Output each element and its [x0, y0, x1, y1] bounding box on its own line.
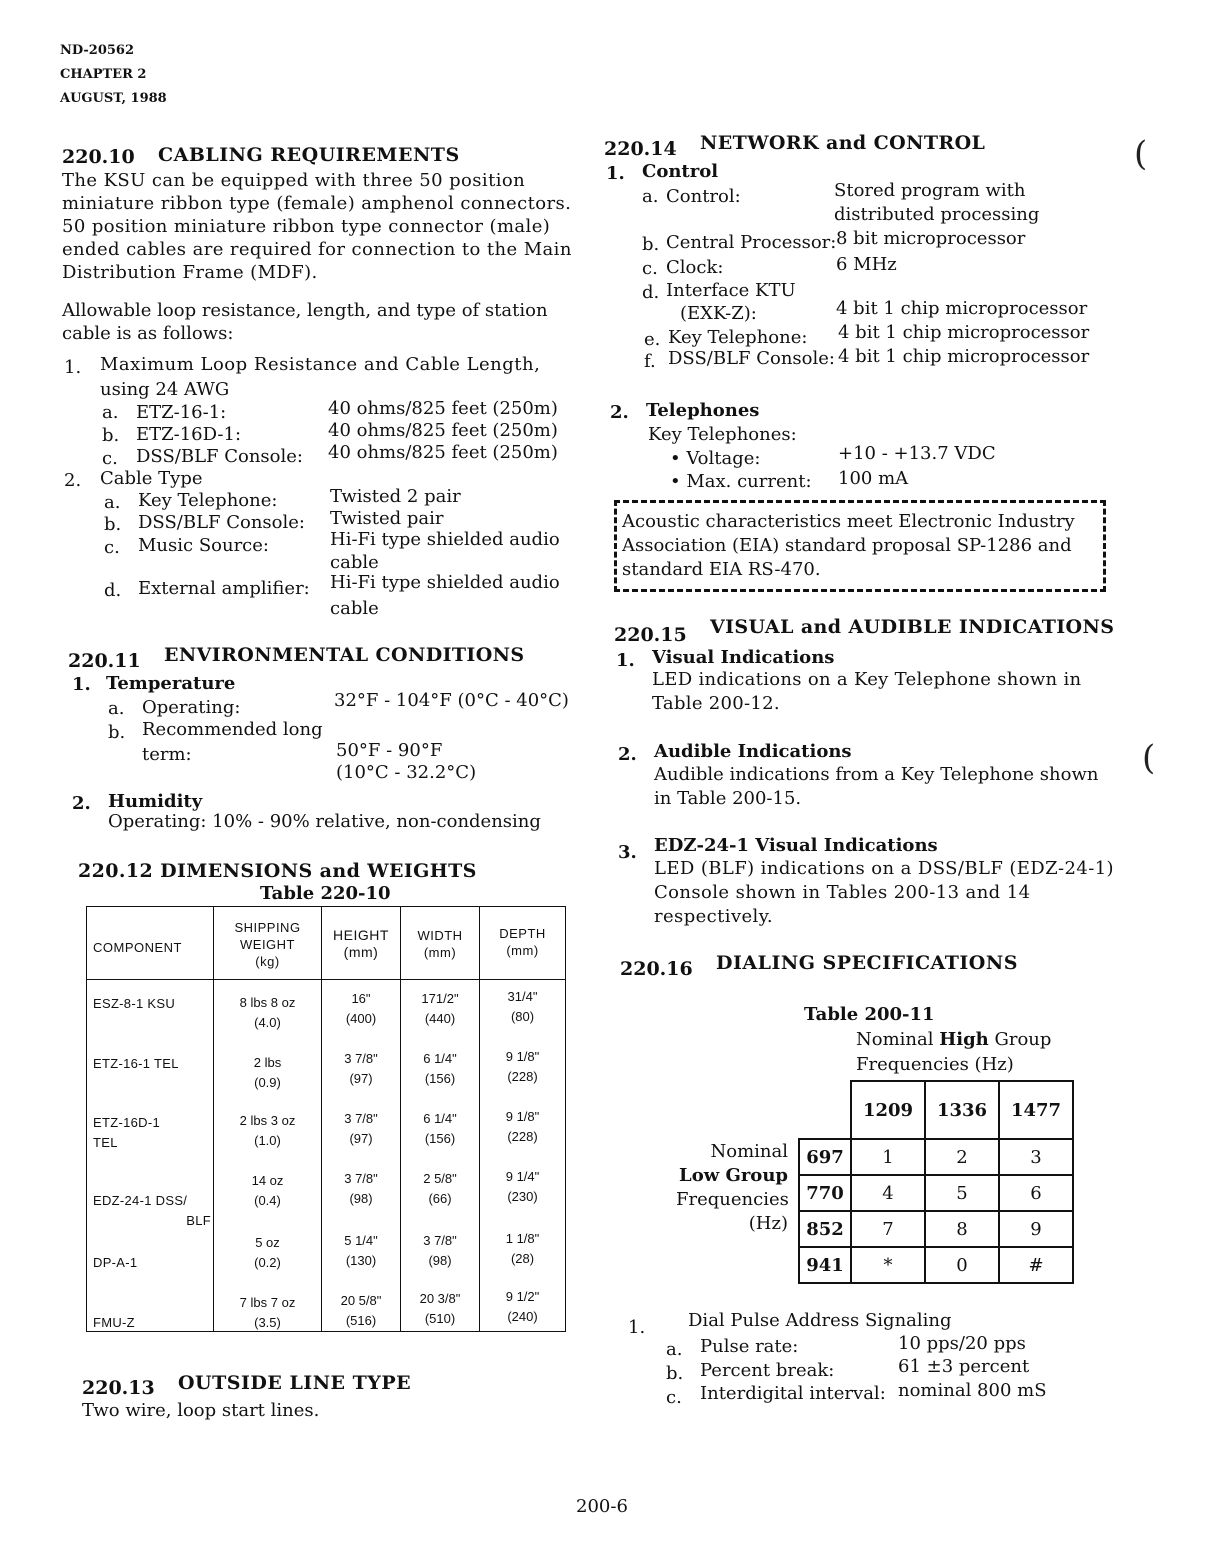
sub-value: Stored program with — [834, 180, 1026, 201]
para-line: respectively. — [654, 906, 774, 927]
cell-line: BLF — [186, 1213, 211, 1228]
list-number: 2. — [610, 402, 629, 423]
low-frequency-cell: 697 — [798, 1138, 852, 1176]
table-cell-depth — [480, 1047, 565, 1087]
cell-line: (400) — [345, 1011, 377, 1026]
section-220-15-title: VISUAL and AUDIBLE INDICATIONS — [710, 616, 1115, 638]
cell-line: (98) — [428, 1253, 452, 1268]
sub-name: ETZ-16D-1: — [136, 424, 242, 445]
cell-line: EDZ-24-1 DSS/ — [93, 1193, 188, 1208]
list-number: 2. — [72, 793, 91, 814]
table-cell-weight — [214, 1111, 321, 1151]
sub-letter: d. — [104, 580, 122, 601]
label-part: Group — [988, 1029, 1052, 1050]
cell-line: 9 1/4" — [505, 1169, 540, 1184]
humidity-text: Operating: 10% - 90% relative, non-condensing — [108, 811, 541, 832]
sub-value: 61 ±3 percent — [898, 1356, 1030, 1377]
header-line: (kg) — [255, 954, 280, 969]
sub-name: DSS/BLF Console: — [136, 446, 303, 467]
sub-letter: a. — [104, 492, 121, 513]
table-cell-component: FMU-Z — [93, 1315, 135, 1330]
table-cell-weight — [214, 1233, 321, 1273]
para-line: miniature ribbon type (female) amphenol connectors. — [62, 193, 572, 214]
table-cell-depth — [480, 1167, 565, 1207]
cell-line: (156) — [424, 1071, 456, 1086]
cell-line: (0.4) — [254, 1193, 281, 1208]
audible-indications-heading: Audible Indications — [654, 741, 852, 762]
sub-name: Key Telephone: — [668, 327, 808, 348]
sub-value: 4 bit 1 chip microprocessor — [836, 298, 1088, 319]
telephones-heading: Telephones — [646, 400, 760, 421]
header-weight — [214, 919, 321, 970]
para-line: LED indications on a Key Telephone shown in — [652, 669, 1082, 690]
edz-indications-heading: EDZ-24-1 Visual Indications — [654, 835, 938, 856]
cell-line: ETZ-16D-1 — [93, 1115, 160, 1130]
table-cell-height — [322, 1169, 400, 1209]
para-line: ended cables are required for connection to the Main — [62, 239, 572, 260]
note-line: Acoustic characteristics meet Electronic Industry — [622, 511, 1075, 532]
outside-line-text: Two wire, loop start lines. — [82, 1400, 320, 1421]
sub-name: ETZ-16-1: — [136, 402, 227, 423]
dial-key-cell: 5 — [924, 1174, 1000, 1212]
table-cell-width — [401, 1169, 479, 1209]
cell-line: 6 1/4" — [423, 1111, 457, 1126]
para-line: LED (BLF) indications on a DSS/BLF (EDZ-24-1) — [654, 858, 1114, 879]
sub-value: 32°F - 104°F (0°C - 40°C) — [334, 690, 569, 711]
header-component: COMPONENT — [93, 940, 182, 955]
section-220-14-title: NETWORK and CONTROL — [700, 132, 986, 154]
humidity-heading: Humidity — [108, 791, 203, 812]
sub-value: 4 bit 1 chip microprocessor — [838, 322, 1090, 343]
section-220-11-title: ENVIRONMENTAL CONDITIONS — [164, 644, 525, 666]
dial-pulse-heading: Dial Pulse Address Signaling — [688, 1310, 952, 1331]
sub-value: 8 bit microprocessor — [836, 228, 1026, 249]
table-cell-component: ETZ-16-1 TEL — [93, 1056, 179, 1071]
header-line: (mm) — [506, 943, 539, 958]
dial-key-cell: 4 — [850, 1174, 926, 1212]
voltage-value: +10 - +13.7 VDC — [838, 443, 996, 464]
audible-indications-text — [654, 763, 1098, 811]
dial-key-cell: # — [998, 1246, 1074, 1284]
sub-value: Twisted pair — [330, 508, 444, 529]
section-220-13-title: OUTSIDE LINE TYPE — [178, 1372, 412, 1394]
sub-letter: c. — [104, 537, 120, 558]
dial-key-cell: 6 — [998, 1174, 1074, 1212]
high-group-label — [856, 1029, 1051, 1050]
section-220-11-number: 220.11 — [68, 650, 141, 672]
dial-key-cell: 8 — [924, 1210, 1000, 1248]
sub-letter: b. — [108, 722, 126, 743]
table-cell-width — [401, 1049, 479, 1089]
cell-line: 20 5/8" — [340, 1293, 382, 1308]
sub-value: 4 bit 1 chip microprocessor — [838, 346, 1090, 367]
dial-key-cell: 3 — [998, 1138, 1074, 1176]
cell-line: (66) — [428, 1191, 452, 1206]
cell-line: (228) — [507, 1129, 538, 1144]
sub-value: 6 MHz — [836, 254, 897, 275]
low-frequency-cell: 941 — [798, 1246, 852, 1284]
page-number: 200-6 — [576, 1496, 628, 1517]
table-220-10-title: Table 220-10 — [260, 883, 391, 904]
sub-value-cont: (10°C - 32.2°C) — [336, 762, 477, 783]
table-cell-component — [93, 1113, 160, 1153]
key-telephones-label: Key Telephones: — [648, 424, 797, 445]
cell-line: (97) — [349, 1071, 373, 1086]
dial-key-cell: * — [850, 1246, 926, 1284]
current-value: 100 mA — [838, 468, 909, 489]
cell-line: 31/4" — [507, 989, 538, 1004]
table-cell-component: ESZ-8-1 KSU — [93, 996, 176, 1011]
header-line: WEIGHT — [240, 937, 295, 952]
table-cell-width — [401, 1231, 479, 1271]
section-220-10-number: 220.10 — [62, 146, 135, 168]
low-group-label — [676, 1140, 788, 1236]
cell-line: 7 lbs 7 oz — [239, 1295, 296, 1310]
sub-name: Percent break: — [700, 1360, 835, 1381]
list-number: 1. — [628, 1317, 646, 1338]
table-cell-width — [401, 989, 479, 1029]
sub-name: Key Telephone: — [138, 490, 278, 511]
cell-line: 5 1/4" — [344, 1233, 378, 1248]
section-220-16-number: 220.16 — [620, 958, 693, 980]
sub-value: Hi-Fi type shielded audio — [330, 529, 560, 550]
high-frequency-cell: 1477 — [998, 1080, 1074, 1140]
list-text: Cable Type — [100, 468, 203, 489]
sub-name: Music Source: — [138, 535, 269, 556]
list-number: 2. — [618, 744, 637, 765]
sub-value: Hi-Fi type shielded audio — [330, 572, 560, 593]
cell-line: (130) — [345, 1253, 377, 1268]
dial-key-cell: 9 — [998, 1210, 1074, 1248]
cell-line: 3 7/8" — [344, 1051, 378, 1066]
section-220-10-title: CABLING REQUIREMENTS — [158, 144, 460, 166]
voltage-label: • Voltage: — [670, 448, 761, 469]
cell-line: 8 lbs 8 oz — [239, 995, 296, 1010]
list-number: 3. — [618, 842, 637, 863]
visual-indications-text — [652, 668, 1081, 716]
sub-letter: c. — [666, 1387, 682, 1408]
para-line: Audible indications from a Key Telephone shown — [654, 764, 1099, 785]
high-group-label-line2: Frequencies (Hz) — [856, 1054, 1014, 1075]
cell-line: (0.2) — [254, 1255, 281, 1270]
label-line: Frequencies — [676, 1189, 789, 1210]
margin-mark: ( — [1142, 738, 1156, 778]
sub-letter: f. — [644, 351, 656, 372]
sub-letter: e. — [644, 329, 661, 350]
table-cell-height — [322, 989, 400, 1029]
list-number: 1. — [64, 357, 82, 378]
margin-mark: ( — [1134, 134, 1148, 174]
low-frequency-cell: 770 — [798, 1174, 852, 1212]
label-part: Nominal — [856, 1029, 940, 1050]
cell-line: 9 1/8" — [505, 1049, 540, 1064]
sub-letter: a. — [642, 186, 659, 207]
cell-line: (240) — [507, 1309, 538, 1324]
sub-name-cont: term: — [142, 744, 192, 765]
section-220-16-title: DIALING SPECIFICATIONS — [716, 952, 1018, 974]
table-200-11-title: Table 200-11 — [804, 1004, 935, 1025]
sub-letter: b. — [666, 1363, 684, 1384]
high-frequency-cell: 1336 — [924, 1080, 1000, 1140]
table-cell-width — [401, 1289, 479, 1329]
table-cell-height — [322, 1049, 400, 1089]
para-line: Console shown in Tables 200-13 and 14 — [654, 882, 1031, 903]
temperature-heading: Temperature — [106, 673, 236, 694]
sub-name: Central Processor: — [666, 232, 837, 253]
sub-name: DSS/BLF Console: — [138, 512, 305, 533]
cell-line: (440) — [424, 1011, 456, 1026]
cell-line: (4.0) — [254, 1015, 281, 1030]
current-label: • Max. current: — [670, 471, 812, 492]
note-line: standard EIA RS-470. — [622, 559, 821, 580]
section-220-14-number: 220.14 — [604, 138, 677, 160]
sub-value: 40 ohms/825 feet (250m) — [328, 398, 558, 419]
cell-line: 2 5/8" — [423, 1171, 457, 1186]
cell-line: 9 1/2" — [505, 1289, 540, 1304]
sub-value: 50°F - 90°F — [336, 740, 443, 761]
dial-key-cell: 2 — [924, 1138, 1000, 1176]
cell-line: TEL — [93, 1135, 118, 1150]
header-height — [322, 927, 400, 961]
sub-name: Recommended long — [142, 719, 323, 740]
header-line: (mm) — [423, 945, 457, 960]
loop-paragraph — [62, 299, 548, 345]
sub-letter: b. — [642, 234, 660, 255]
sub-name: DSS/BLF Console: — [668, 348, 835, 369]
visual-indications-heading: Visual Indications — [652, 647, 835, 668]
low-frequency-cell: 852 — [798, 1210, 852, 1248]
para-line: cable is as follows: — [62, 323, 234, 344]
header-line: (mm) — [343, 944, 379, 960]
para-line: Table 200-12. — [652, 693, 780, 714]
label-line: Low Group — [679, 1165, 788, 1186]
sub-name: External amplifier: — [138, 578, 310, 599]
list-number: 1. — [606, 163, 625, 184]
cell-line: 2 lbs — [253, 1055, 282, 1070]
cell-line: 3 7/8" — [344, 1111, 378, 1126]
cell-line: 171/2" — [421, 991, 459, 1006]
table-cell-depth — [480, 1287, 565, 1327]
sub-letter: a. — [102, 402, 119, 423]
para-line: The KSU can be equipped with three 50 position — [62, 170, 526, 191]
sub-letter: b. — [104, 514, 122, 535]
chapter-label: CHAPTER 2 — [60, 67, 147, 82]
table-cell-depth — [480, 1107, 565, 1147]
sub-letter: d. — [642, 282, 660, 303]
sub-value: Twisted 2 pair — [330, 486, 461, 507]
table-cell-weight — [214, 1171, 321, 1211]
cell-line: (510) — [424, 1311, 456, 1326]
cell-line: (156) — [424, 1131, 456, 1146]
table-cell-weight — [214, 1293, 321, 1333]
para-line: Allowable loop resistance, length, and type of station — [62, 300, 548, 321]
sub-name: Operating: — [142, 697, 241, 718]
cell-line: 14 oz — [251, 1173, 284, 1188]
cell-line: 1 1/8" — [505, 1231, 540, 1246]
header-depth — [480, 925, 565, 959]
cell-line: (228) — [507, 1069, 538, 1084]
control-heading: Control — [642, 161, 719, 182]
cell-line: 5 oz — [255, 1235, 280, 1250]
cell-line: 3 7/8" — [344, 1171, 378, 1186]
doc-number: ND-20562 — [60, 43, 135, 58]
table-cell-component: DP-A-1 — [93, 1255, 138, 1270]
cell-line: 9 1/8" — [505, 1109, 540, 1124]
header-line: DEPTH — [499, 926, 546, 941]
cell-line: (516) — [345, 1313, 377, 1328]
sub-value: 10 pps/20 pps — [898, 1333, 1026, 1354]
cabling-paragraph — [62, 169, 572, 284]
list-text: Maximum Loop Resistance and Cable Length, — [100, 354, 541, 375]
table-cell-depth — [480, 1229, 565, 1269]
cell-line: (0.9) — [254, 1075, 281, 1090]
cell-line: 6 1/4" — [423, 1051, 457, 1066]
sub-name: Clock: — [666, 257, 724, 278]
cell-line: (98) — [349, 1191, 373, 1206]
section-220-15-number: 220.15 — [614, 624, 687, 646]
para-line: in Table 200-15. — [654, 788, 802, 809]
section-220-12-title: 220.12 DIMENSIONS and WEIGHTS — [78, 860, 477, 882]
sub-value: 40 ohms/825 feet (250m) — [328, 420, 558, 441]
sub-letter: a. — [666, 1339, 683, 1360]
header-line: SHIPPING — [234, 920, 301, 935]
dimensions-table — [86, 906, 566, 1332]
table-cell-component — [93, 1191, 211, 1231]
cell-line: (3.5) — [254, 1315, 281, 1330]
cell-line: 16" — [351, 991, 371, 1006]
table-cell-height — [322, 1231, 400, 1271]
sub-value: 40 ohms/825 feet (250m) — [328, 442, 558, 463]
sub-letter: c. — [102, 448, 118, 469]
sub-name: Interdigital interval: — [700, 1383, 886, 1404]
acoustic-note — [622, 510, 1075, 582]
header-divider — [87, 979, 565, 980]
label-line: (Hz) — [748, 1213, 788, 1234]
edz-indications-text — [654, 857, 1114, 929]
sub-letter: c. — [642, 258, 658, 279]
table-cell-height — [322, 1109, 400, 1149]
high-frequency-cell: 1209 — [850, 1080, 926, 1140]
section-220-13-number: 220.13 — [82, 1377, 155, 1399]
sub-value-cont: cable — [330, 552, 379, 573]
label-line: Nominal — [710, 1141, 788, 1162]
cell-line: 3 7/8" — [423, 1233, 457, 1248]
note-line: Association (EIA) standard proposal SP-1286 and — [622, 535, 1072, 556]
cell-line: (28) — [510, 1251, 535, 1266]
table-cell-width — [401, 1109, 479, 1149]
sub-name-cont: (EXK-Z): — [680, 303, 757, 324]
sub-letter: b. — [102, 425, 120, 446]
label-part: High — [939, 1029, 989, 1050]
header-line: WIDTH — [417, 928, 463, 943]
list-number: 1. — [72, 674, 91, 695]
table-cell-weight — [214, 1053, 321, 1093]
sub-value-cont: cable — [330, 598, 379, 619]
header-width — [401, 927, 479, 961]
header-line: HEIGHT — [333, 927, 389, 943]
sub-name: Pulse rate: — [700, 1336, 799, 1357]
sub-name: Interface KTU — [666, 280, 796, 301]
dial-key-cell: 1 — [850, 1138, 926, 1176]
cell-line: (230) — [507, 1189, 538, 1204]
para-line: Distribution Frame (MDF). — [62, 262, 318, 283]
date-label: AUGUST, 1988 — [60, 91, 167, 106]
sub-value-cont: distributed processing — [834, 204, 1040, 225]
cell-line: (97) — [349, 1131, 373, 1146]
table-cell-height — [322, 1291, 400, 1331]
cell-line: 20 3/8" — [419, 1291, 461, 1306]
list-text: using 24 AWG — [100, 379, 230, 400]
para-line: 50 position miniature ribbon type connector (male) — [62, 216, 551, 237]
cell-line: (80) — [510, 1009, 535, 1024]
dial-key-cell: 7 — [850, 1210, 926, 1248]
sub-name: Control: — [666, 186, 741, 207]
sub-letter: a. — [108, 698, 125, 719]
table-cell-weight — [214, 993, 321, 1033]
cell-line: (1.0) — [254, 1133, 281, 1148]
list-number: 1. — [616, 650, 635, 671]
dial-key-cell: 0 — [924, 1246, 1000, 1284]
table-cell-depth — [480, 987, 565, 1027]
cell-line: 2 lbs 3 oz — [239, 1113, 296, 1128]
sub-value: nominal 800 mS — [898, 1380, 1047, 1401]
list-number: 2. — [64, 470, 82, 491]
